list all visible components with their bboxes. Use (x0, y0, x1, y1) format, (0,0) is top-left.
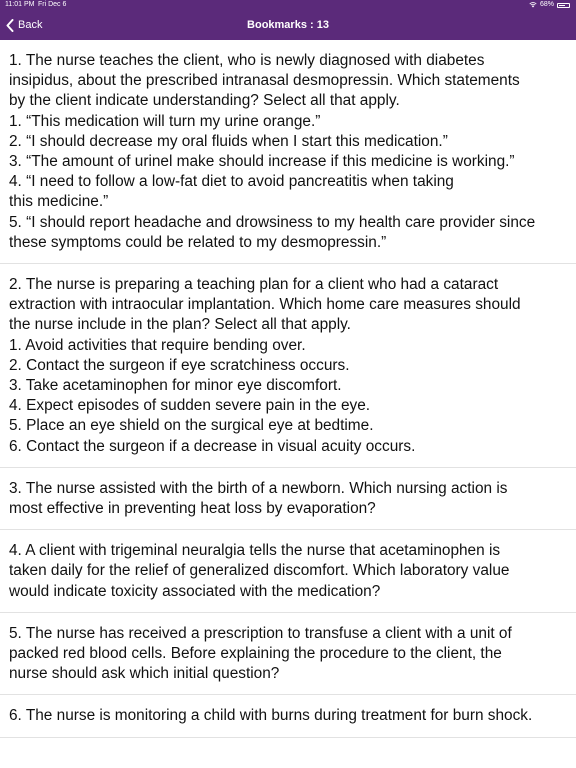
question-text-line: 6. The nurse is monitoring a child with burns during treatment for burn shock. (9, 707, 533, 725)
question-text-line: most effective in preventing heat loss by evaporation? (9, 500, 376, 518)
bookmark-item[interactable] (0, 468, 576, 530)
question-text-line: 1. “This medication will turn my urine orange.” (9, 112, 321, 130)
bookmark-item[interactable] (0, 695, 576, 737)
question-text-line: 5. Place an eye shield on the surgical eye at bedtime. (9, 417, 374, 435)
bookmark-item[interactable] (0, 40, 576, 264)
question-text-line: 1. Avoid activities that require bending over. (9, 336, 306, 354)
back-label: Back (18, 19, 43, 31)
bookmark-list[interactable] (0, 40, 576, 768)
bookmark-item[interactable] (0, 530, 576, 613)
status-date: Fri Dec 6 (38, 1, 67, 8)
question-text-line: packed red blood cells. Before explaining the procedure to the client, the (9, 645, 502, 663)
question-text-line: would indicate toxicity associated with the medication? (9, 582, 381, 600)
bookmark-item[interactable] (0, 264, 576, 468)
question-text-line: 2. Contact the surgeon if eye scratchiness occurs. (9, 356, 350, 374)
question-text-line: extraction with intraocular implantation. Which home care measures should (9, 296, 521, 314)
question-text-line: by the client indicate understanding? Select all that apply. (9, 92, 400, 110)
battery-fill (559, 5, 565, 6)
question-text-line: insipidus, about the prescribed intranasal desmopressin. Which statements (9, 72, 520, 90)
question-text-line: 5. “I should report headache and drowsiness to my health care provider since (9, 213, 536, 231)
question-text-line: the nurse include in the plan? Select all that apply. (9, 316, 351, 334)
status-bar (0, 0, 576, 10)
question-text-line: 2. The nurse is preparing a teaching plan for a client who had a cataract (9, 276, 499, 294)
question-text-line: 1. The nurse teaches the client, who is newly diagnosed with diabetes (9, 52, 485, 69)
chevron-left-icon (6, 19, 14, 32)
status-indicators (529, 0, 570, 10)
question-text-line: 4. A client with trigeminal neuralgia tells the nurse that acetaminophen is (9, 542, 501, 560)
question-text-line: nurse should ask which initial question? (9, 665, 280, 683)
battery-icon (557, 3, 570, 8)
question-text-line: 4. “I need to follow a low-fat diet to avoid pancreatitis when taking (9, 173, 454, 191)
question-text-line: taken daily for the relief of generalized discomfort. Which laboratory value (9, 562, 510, 580)
bookmark-item[interactable] (0, 613, 576, 696)
question-text-line: 5. The nurse has received a prescription to transfuse a client with a unit of (9, 624, 512, 642)
question-text-line: these symptoms could be related to my desmopressin.” (9, 233, 387, 251)
question-text-line: 3. The nurse assisted with the birth of a newborn. Which nursing action is (9, 479, 508, 497)
battery-percent: 68% (539, 1, 554, 8)
question-text-line: 3. “The amount of urinel make should increase if this medicine is working.” (9, 153, 515, 171)
question-text-line: 4. Expect episodes of sudden severe pain in the eye. (9, 397, 371, 415)
status-time: 11:01 PM (5, 1, 35, 8)
nav-bar (0, 10, 576, 40)
page-title: Bookmarks : 13 (247, 19, 329, 31)
question-text-line: this medicine.” (9, 193, 109, 211)
question-text-line: 2. “I should decrease my oral fluids when I start this medication.” (9, 132, 448, 150)
question-text-line: 3. Take acetaminophen for minor eye discomfort. (9, 377, 342, 395)
back-button[interactable] (6, 10, 42, 40)
wifi-icon (529, 2, 537, 8)
question-text-line: 6. Contact the surgeon if a decrease in visual acuity occurs. (9, 437, 416, 455)
